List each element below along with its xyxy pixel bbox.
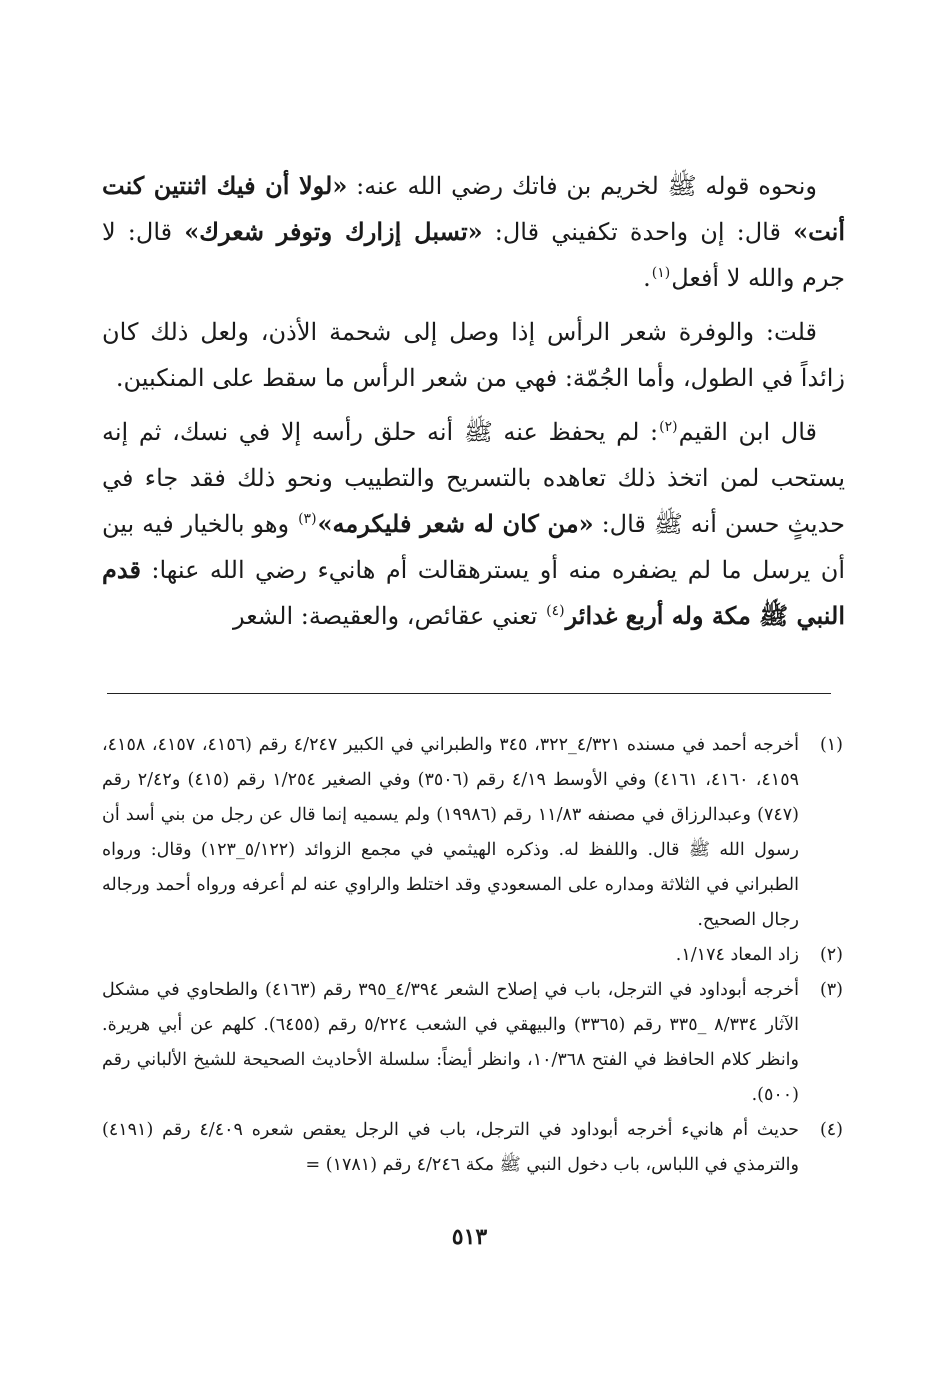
text-run: قال: إن واحدة تكفيني قال: [482, 218, 794, 246]
footnote-ref-3[interactable]: (٣) [298, 511, 317, 527]
footnote-number: (٤) [819, 1120, 843, 1140]
footnote-text: زاد المعاد ١/١٧٤. [675, 945, 799, 965]
page-number: ٥١٣ [451, 1224, 488, 1250]
main-text [102, 163, 845, 647]
paragraph-2: قلت: والوفرة شعر الرأس إذا وصل إلى شحمة الأذن، ولعل ذلك كان زائداً في الطول، وأما الجُمّة: فهي من شعر الرأس ما سقط على المنكبين. [102, 318, 845, 392]
text-run: قال ابن القيم [678, 418, 817, 446]
footnote-1 [102, 728, 843, 938]
hadith-quote: «من كان له شعر فليكرمه» [317, 509, 594, 538]
footnote-text: أخرجه أحمد في مسنده ٤/٣٢١_٣٢٢، ٣٤٥ والطبراني في الكبير ٤/٢٤٧ رقم (٤١٥٦، ٤١٥٧، ٤١٥٨، ٤١٥٩، ٤١٦٠، ٤١٦١) وفي الأوسط ٤/١٩ رقم (٣٥٠٦) وفي الصغير ١/٢٥٤ رقم (٤١٥) و٢/٤٢ رقم (٧٤٧) وعبدالرزاق في مصنفه ١١/٨٣ رقم (١٩٩٨٦) ولم يسميه إنما قال عن رجل من بني أسد أن رسول الله ﷺ قال. واللفظ له. وذكره الهيثمي في مجمع الزوائد (٥/١٢٢_١٢٣) وقال: ورواه الطبراني في الثلاثة ومداره على المسعودي وقد اختلط والراوي عنه لم أعرفه ورواه أحمد ورجاله رجال الصحيح. [102, 735, 800, 930]
footnote-2 [102, 938, 843, 973]
text-run: : لم يحفظ عنه ﷺ أنه حلق رأسه إلا في نسك، ثم إنه يستحب لمن اتخذ ذلك تعاهده بالتسريح والتطييب ونحو ذلك فقد جاء في حديثٍ حسن أنه ﷺ قال: [102, 418, 846, 538]
footnote-3 [102, 973, 843, 1113]
footnote-ref-1[interactable]: (١) [651, 265, 671, 281]
text-run: قال: لا جرم والله لا أفعل [102, 218, 845, 292]
hadith-quote: قدم النبي ﷺ مكة وله أربع غدائر [102, 555, 845, 630]
footnote-text: حديث أم هانيء أخرجه أبوداود في الترجل، باب في الرجل يعقص شعره ٤/٤٠٩ رقم (٤١٩١) والترمذي في اللباس، باب دخول النبي ﷺ مكة ٤/٢٤٦ رقم (١٧٨١) = [102, 1120, 799, 1175]
footnote-number: (٢) [819, 945, 843, 965]
footnotes [102, 728, 843, 1183]
text-run: ونحوه قوله ﷺ لخريم بن فاتك رضي الله عنه: [347, 172, 817, 200]
text-run: تعني عقائص، والعقيصة: الشعر [232, 602, 546, 630]
hadith-quote: «تسبل إزارك وتوفر شعرك» [184, 217, 483, 246]
paragraph-1 [102, 163, 845, 301]
footnote-ref-4[interactable]: (٤) [546, 603, 565, 619]
footnote-number: (١) [819, 735, 843, 755]
footnote-4 [102, 1113, 843, 1183]
text-run: . [643, 264, 651, 292]
paragraph-3 [102, 409, 845, 639]
footnote-separator [107, 693, 831, 694]
footnote-number: (٣) [819, 980, 843, 1000]
footnote-ref-2[interactable]: (٢) [659, 419, 678, 435]
hadith-quote: «لولا أن فيك اثنتين كنت أنت» [102, 171, 845, 246]
footnote-text: أخرجه أبوداود في الترجل، باب في إصلاح الشعر ٤/٣٩٤_٣٩٥ رقم (٤١٦٣) والطحاوي في مشكل الآثار ٨/٣٣٤ _٣٣٥ رقم (٣٣٦٥) والبيهقي في الشعب ٥/٢٢٤ رقم (٦٤٥٥). كلهم عن أبي هريرة. وانظر كلام الحافظ في الفتح ١٠/٣٦٨، وانظر أيضاً: سلسلة الأحاديث الصحيحة للشيخ الألباني رقم (٥٠٠). [102, 980, 799, 1105]
text-run: وهو بالخيار فيه بين أن يرسل ما لم يضفره منه أو يسترهقالت أم هانيء رضي الله عنها: [102, 510, 845, 584]
